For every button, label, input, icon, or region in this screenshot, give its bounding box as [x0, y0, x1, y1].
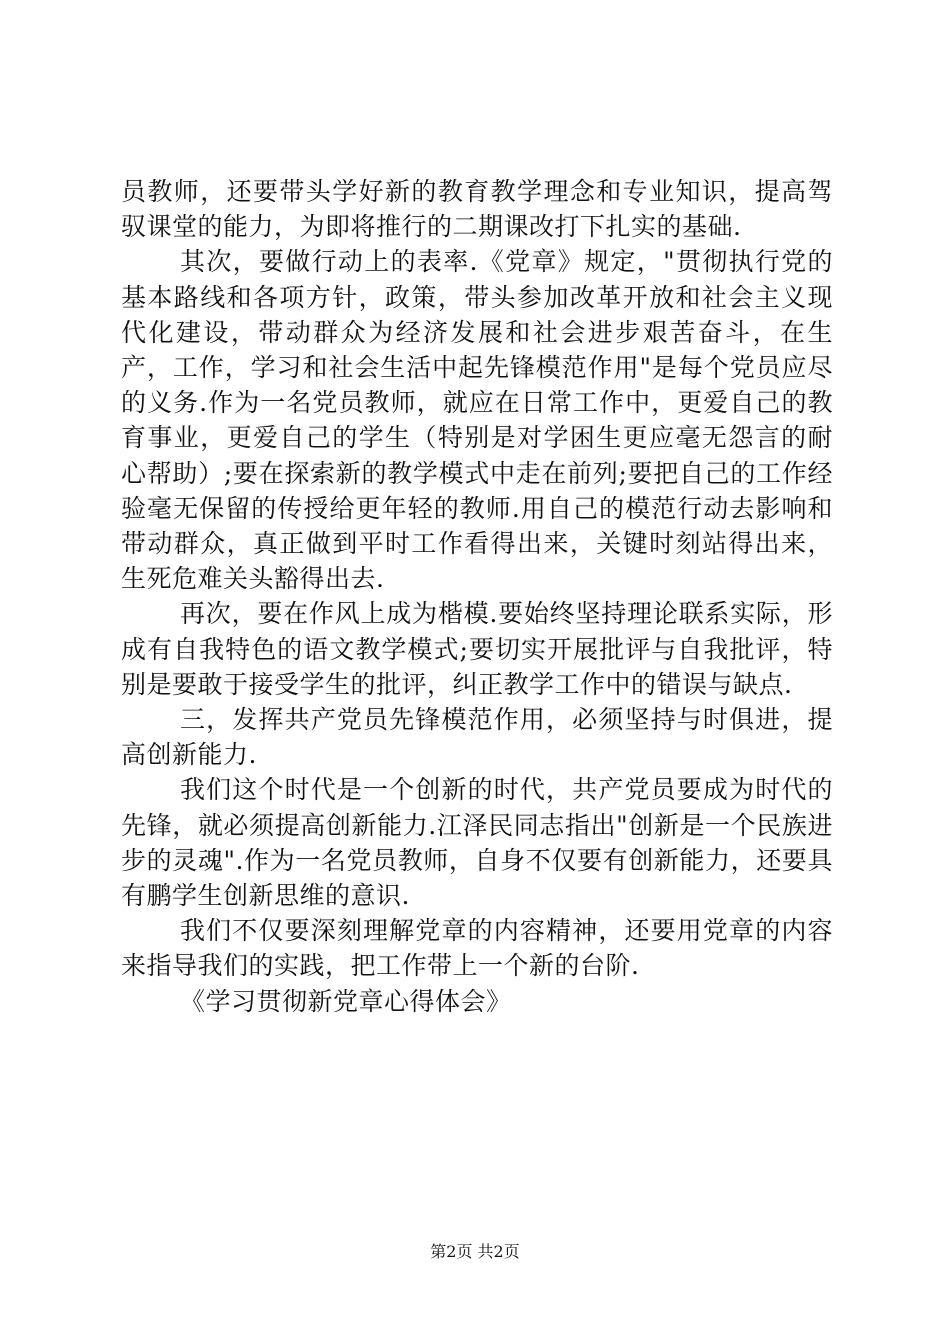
paragraph-4: 三，发挥共产党员先锋模范作用，必须坚持与时俱进，提高创新能力. [121, 705, 833, 770]
document-body [121, 174, 833, 1019]
paragraph-6: 我们不仅要深刻理解党章的内容精神，还要用党章的内容来指导我们的实践，把工作带上一个新的台阶. [121, 916, 833, 981]
document-title-line: 《学习贯彻新党章心得体会》 [180, 986, 512, 1016]
paragraph-5: 我们这个时代是一个创新的时代，共产党员要成为时代的先锋，就必须提高创新能力.江泽民同志指出"创新是一个民族进步的灵魂".作为一名党员教师，自身不仅要有创新能力，还要具有鹏学生创新思维的意识. [121, 775, 833, 911]
paragraph-3: 再次，要在作风上成为楷模.要始终坚持理论联系实际，形成有自我特色的语文教学模式;要切实开展批评与自我批评，特别是要敢于接受学生的批评，纠正教学工作中的错误与缺点. [121, 599, 833, 699]
page-number-footer: 第2页 共2页 [430, 1242, 520, 1261]
paragraph-1: 员教师，还要带头学好新的教育教学理念和专业知识，提高驾驭课堂的能力，为即将推行的二期课改打下扎实的基础. [121, 177, 833, 242]
paragraph-2: 其次，要做行动上的表率.《党章》规定，"贯彻执行党的基本路线和各项方针，政策，带头参加改革开放和社会主义现代化建设，带动群众为经济发展和社会进步艰苦奋斗，在生产，工作，学习和社会生活中起先锋模范作用"是每个党员应尽的义务.作为一名党员教师，就应在日常工作中，更爱自己的教育事业，更爱自己的学生（特别是对学困生更应毫无怨言的耐心帮助）;要在探索新的教学模式中走在前列;要把自己的工作经验毫无保留的传授给更年轻的教师.用自己的模范行动去影响和带动群众，真正做到平时工作看得出来，关键时刻站得出来，生死危难关头豁得出去. [121, 247, 833, 594]
